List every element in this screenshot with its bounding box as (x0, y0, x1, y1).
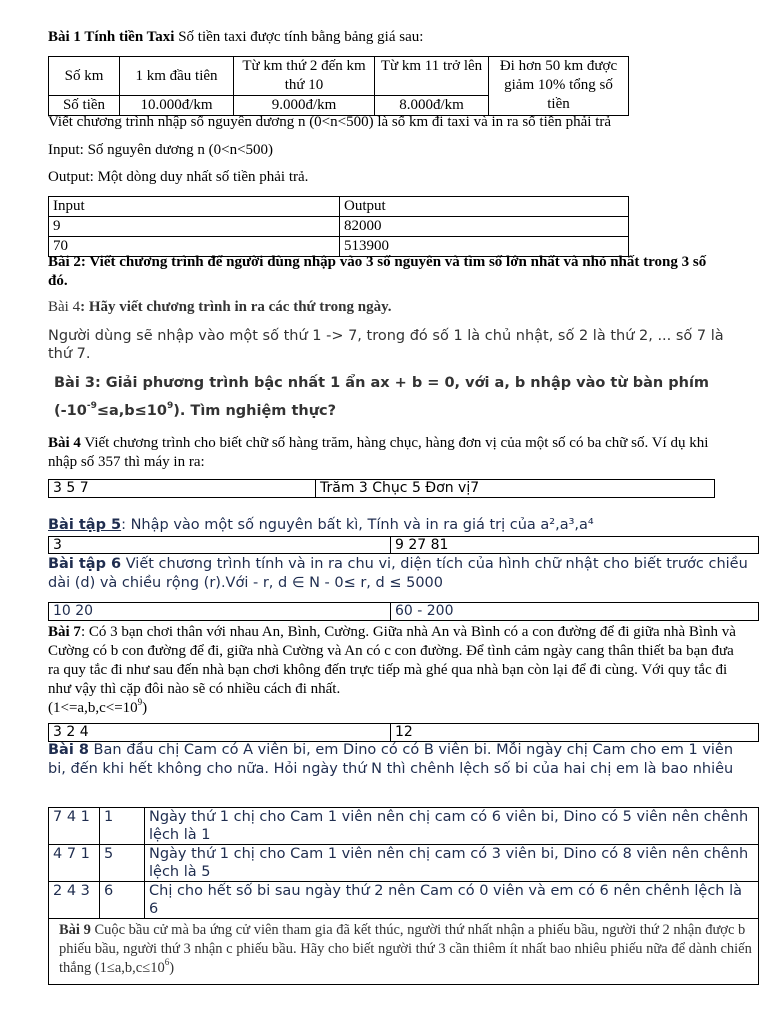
io-cell: 60 - 200 (391, 603, 759, 621)
price-cell-discount: Đi hơn 50 km được giảm 10% tổng số tiền (489, 57, 629, 116)
bai3-range-mid: ≤a,b≤10 (96, 403, 167, 419)
bai1-heading (48, 28, 728, 47)
io-cell: 10 20 (49, 603, 391, 621)
io-header-input: Input (49, 197, 340, 217)
bai7-range-end: ) (142, 700, 148, 716)
price-cell: 9.000đ/km (234, 96, 375, 116)
taxi-price-table (48, 56, 629, 116)
io-cell: 5 (100, 845, 145, 882)
bai2-text: Bài 2: Viết chương trình để người dùng nhập vào 3 số nguyên và tìm số lớn nhất và nhỏ nhất trong 3 số đó. (48, 254, 707, 289)
io-cell: 12 (391, 724, 759, 742)
bai9-end: ) (169, 960, 175, 976)
bai1-input-spec: Input: Số nguyên dương n (0<n<500) (48, 142, 274, 158)
bai9-body: Cuộc bầu cử mà ba ứng cử viên tham gia đã kết thúc, người thứ nhất nhận a phiếu bầu, người thứ 2 nhận được b phiếu bầu, người thứ 3 nhận c phiếu bầu. Hãy cho biết người thứ 3 cần thiêm ít nhất bao nhiêu phiếu nữa để dành chiến thắng (1≤a,b,c≤10 (59, 922, 752, 976)
bai7-io-table (48, 723, 759, 742)
bai4b-body: Viết chương trình cho biết chữ số hàng trăm, hàng chục, hàng đơn vị của một số có ba chữ số. Ví dụ khi nhập số 357 thì máy in ra: (48, 435, 709, 470)
price-cell: Số km (49, 57, 120, 96)
bai3-range-end: ). Tìm nghiệm thực? (173, 403, 337, 419)
price-cell: Từ km thứ 2 đến km thứ 10 (234, 57, 375, 96)
price-cell: Số tiền (49, 96, 120, 116)
io-cell: 9 27 81 (391, 537, 759, 554)
bai9-exp: 6 (164, 957, 170, 968)
io-header-output: Output (340, 197, 629, 217)
bai1-io-table (48, 196, 629, 257)
bai7-range-start: (1<=a,b,c<=10 (48, 700, 138, 716)
bai4b-text (48, 434, 738, 472)
bai6-text (48, 555, 748, 593)
bai8-title: Bài 8 (48, 742, 89, 758)
bai3-line2 (54, 403, 754, 419)
bai1-output-spec: Output: Một dòng duy nhất số tiền phải trả. (48, 169, 309, 185)
bai3-exp1: -9 (86, 401, 97, 412)
bai1-intro: Số tiền taxi được tính bằng bảng giá sau: (174, 29, 424, 45)
bai4a-label: Bài 4 (48, 299, 81, 315)
bai7-text (48, 623, 738, 718)
bai4b-io-table (48, 479, 715, 498)
io-cell: Trăm 3 Chục 5 Đơn vị7 (316, 480, 715, 498)
bai3-line1: Bài 3: Giải phương trình bậc nhất 1 ẩn ax + b = 0, với a, b nhập vào từ bàn phím (54, 375, 710, 391)
io-cell: Ngày thứ 1 chị cho Cam 1 viên nên chị cam có 3 viên bi, Dino có 8 viên nên chênh lệch là 5 (145, 845, 759, 882)
bai4b-title: Bài 4 (48, 435, 81, 451)
io-cell: 82000 (340, 217, 629, 237)
io-cell: 9 (49, 217, 340, 237)
bai5-title: Bài tập 5 (48, 517, 122, 533)
bai4a-text: : Hãy viết chương trình in ra các thứ trong ngày. (80, 299, 392, 315)
io-cell: 6 (100, 882, 145, 919)
bai6-body: Viết chương trình tính và in ra chu vi, diện tích của hình chữ nhật cho biết trước chiều dài (d) và chiều rộng (r).Với - r, d ∈ N - 0≤ r, d ≤ 5000 (48, 556, 748, 591)
io-cell: 3 2 4 (49, 724, 391, 742)
io-cell: 1 (100, 808, 145, 845)
bai7-title: Bài 7 (48, 624, 81, 640)
io-cell: 2 4 3 (49, 882, 100, 919)
bai6-title: Bài tập 6 (48, 556, 122, 572)
price-cell: Từ km 11 trở lên (375, 57, 489, 96)
bai1-title: Bài 1 Tính tiền Taxi (48, 29, 175, 45)
bai8-io-table (48, 807, 759, 985)
bai5-io-table (48, 536, 759, 554)
io-cell: Chị cho hết số bi sau ngày thứ 2 nên Cam có 0 viên và em có 6 nên chênh lệch là 6 (145, 882, 759, 919)
bai9-title: Bài 9 (59, 922, 91, 938)
price-cell: 10.000đ/km (120, 96, 234, 116)
io-cell: Ngày thứ 1 chị cho Cam 1 viên nên chị cam có 6 viên bi, Dino có 5 viên nên chênh lệch là 1 (145, 808, 759, 845)
bai6-io-table (48, 602, 759, 621)
bai4a-heading (48, 298, 728, 317)
bai4a-desc: Người dùng sẽ nhập vào một số thứ 1 -> 7, trong đó số 1 là chủ nhật, số 2 là thứ 2, ... số 7 là thứ 7. (48, 328, 724, 362)
io-cell: 3 5 7 (49, 480, 316, 498)
bai5-text (48, 516, 748, 534)
io-cell: 70 (49, 237, 340, 257)
bai3-exp2: 9 (166, 401, 174, 412)
io-cell: 7 4 1 (49, 808, 100, 845)
bai9-cell (49, 919, 759, 985)
bai8-body: Ban đầu chị Cam có A viên bi, em Dino có có B viên bi. Mỗi ngày chị Cam cho em 1 viên bi, đến khi hết không cho nữa. Hỏi ngày thứ N thì chênh lệch số bi của hai chị em là bao nhiêu (48, 742, 734, 777)
io-cell: 4 7 1 (49, 845, 100, 882)
bai5-body: : Nhập vào một số nguyên bất kì, Tính và in ra giá trị của a²,a³,a⁴ (121, 517, 594, 533)
bai7-exp: 9 (137, 697, 143, 707)
bai1-desc: Viết chương trình nhập số nguyên dương n (0<n<500) là số km đi taxi và in ra số tiền phải trả (48, 114, 612, 130)
bai7-body: : Có 3 bạn chơi thân với nhau An, Bình, Cường. Giữa nhà An và Bình có a con đường để đi giữa nhà Bình và Cường có b con đường để đi, giữa nhà Cường và An có c con đường. Để tình cảm ngày cang thân thiết ba bạn đưa ra quy tắc đi như sau đến nhà bạn chơi không đến trực tiếp mà ghé qua nhà bạn còn lại để đi cùng. Với quy tắc đi như vậy thì cặp đôi nào sẽ có nhiều cách đi nhất. (48, 624, 736, 697)
price-cell: 8.000đ/km (375, 96, 489, 116)
bai8-text (48, 741, 753, 779)
io-cell: 3 (49, 537, 391, 554)
bai3-range-start: (-10 (54, 403, 87, 419)
price-cell: 1 km đầu tiên (120, 57, 234, 96)
io-cell: 513900 (340, 237, 629, 257)
